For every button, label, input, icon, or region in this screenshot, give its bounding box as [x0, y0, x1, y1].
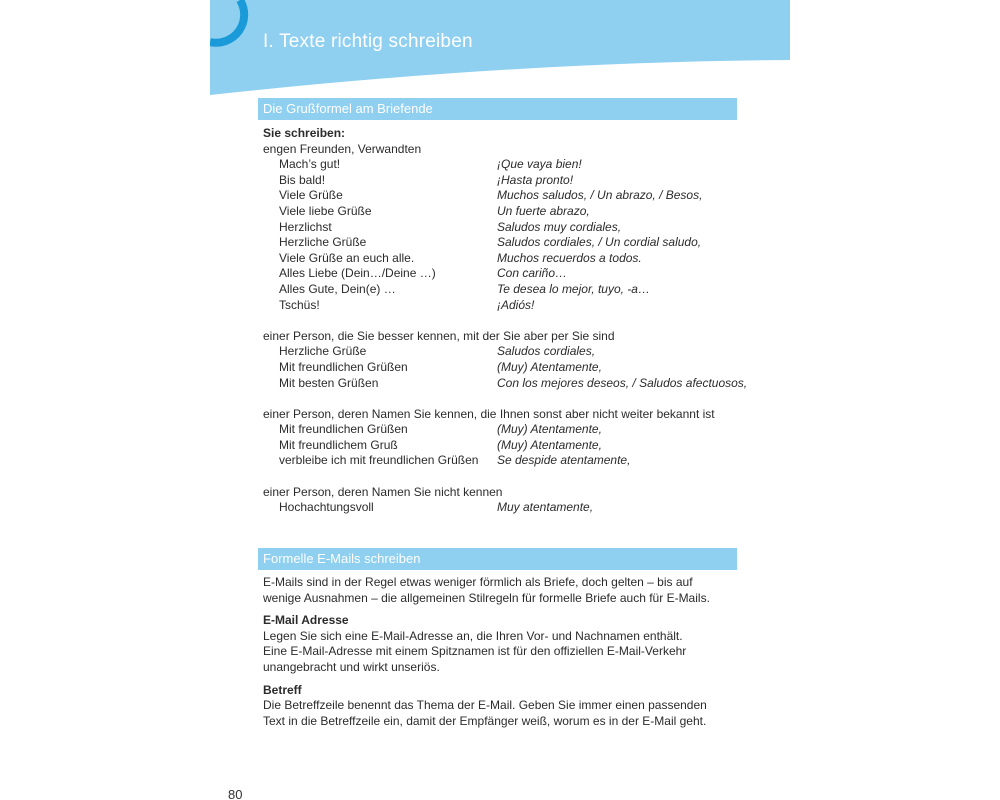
- phrase-row: [263, 188, 747, 204]
- email-line: unangebracht und wirkt unseriös.: [263, 659, 440, 674]
- spanish-phrase: Con cariño…: [497, 266, 568, 281]
- spanish-phrase: Muchos saludos, / Un abrazo, / Besos,: [497, 188, 703, 203]
- german-phrase: Herzliche Grüße: [279, 235, 367, 250]
- intro-label: Sie schreiben:: [263, 126, 346, 140]
- subject-heading: Betreff: [263, 682, 302, 697]
- email-line: Eine E-Mail-Adresse mit einem Spitznamen ist für den offiziellen E-Mail-Verkehr: [263, 644, 687, 659]
- german-phrase: Mit freundlichem Gruß: [279, 437, 398, 452]
- phrase-row: [263, 266, 747, 282]
- phrase-row: [263, 376, 747, 392]
- german-phrase: Alles Gute, Dein(e) …: [279, 281, 396, 296]
- german-phrase: Herzlichst: [279, 219, 332, 234]
- page-number: 80: [228, 787, 243, 800]
- spanish-phrase: Se despide atentamente,: [497, 453, 631, 468]
- phrase-row: [263, 500, 747, 516]
- subject-line: Die Betreffzeile benennt das Thema der E-Mail. Geben Sie immer einen passenden: [263, 698, 707, 713]
- subject-line: Text in die Betreffzeile ein, damit der Empfänger weiß, worum es in der E-Mail geht.: [263, 713, 707, 728]
- spanish-phrase: Saludos cordiales, / Un cordial saludo,: [497, 235, 702, 250]
- german-phrase: Bis bald!: [279, 172, 326, 187]
- group-heading: engen Freunden, Verwandten: [263, 141, 422, 156]
- intro-line: wenige Ausnahmen – die allgemeinen Stilregeln für formelle Briefe auch für E-Mails.: [263, 590, 710, 605]
- german-phrase: Alles Liebe (Dein…/Deine …): [279, 266, 436, 281]
- german-phrase: Herzliche Grüße: [279, 344, 367, 359]
- german-phrase: Viele Grüße: [279, 188, 343, 203]
- phrase-row: [263, 173, 747, 189]
- german-phrase: Viele Grüße an euch alle.: [279, 250, 415, 265]
- phrase-row: [263, 282, 747, 298]
- spanish-phrase: Saludos cordiales,: [497, 344, 596, 359]
- phrase-row: [263, 204, 747, 220]
- phrase-row: [263, 251, 747, 267]
- formal-emails-content: [263, 575, 743, 729]
- spanish-phrase: ¡Adiós!: [497, 297, 535, 312]
- spanish-phrase: Un fuerte abrazo,: [497, 203, 590, 218]
- spanish-phrase: (Muy) Atentamente,: [497, 359, 602, 374]
- spanish-phrase: Saludos muy cordiales,: [497, 219, 622, 234]
- german-phrase: Viele liebe Grüße: [279, 203, 372, 218]
- closing-formulas-content: [263, 126, 747, 516]
- phrase-row: [263, 453, 747, 469]
- chapter-title: I. Texte richtig schreiben: [263, 31, 473, 52]
- group-heading: einer Person, die Sie besser kennen, mit der Sie aber per Sie sind: [263, 328, 615, 343]
- spanish-phrase: Muy atentamente,: [497, 500, 594, 515]
- section-bar-formal-emails: Formelle E-Mails schreiben: [258, 548, 737, 570]
- phrase-row: [263, 422, 747, 438]
- spanish-phrase: (Muy) Atentamente,: [497, 422, 602, 437]
- german-phrase: Tschüs!: [279, 297, 320, 312]
- german-phrase: Mit besten Grüßen: [279, 375, 379, 390]
- spanish-phrase: Te desea lo mejor, tuyo, -a…: [497, 281, 650, 296]
- spanish-phrase: ¡Hasta pronto!: [497, 172, 574, 187]
- spanish-phrase: (Muy) Atentamente,: [497, 437, 602, 452]
- german-phrase: Mit freundlichen Grüßen: [279, 359, 408, 374]
- spanish-phrase: Con los mejores deseos, / Saludos afectuosos,: [497, 375, 748, 390]
- phrase-row: [263, 157, 747, 173]
- group-heading: einer Person, deren Namen Sie nicht kennen: [263, 484, 503, 499]
- group-heading: einer Person, deren Namen Sie kennen, die Ihnen sonst aber nicht weiter bekannt ist: [263, 406, 715, 421]
- german-phrase: verbleibe ich mit freundlichen Grüßen: [279, 453, 479, 468]
- intro-line: E-Mails sind in der Regel etwas weniger förmlich als Briefe, doch gelten – bis auf: [263, 575, 693, 589]
- section-bar-closing-formulas: Die Grußformel am Briefende: [258, 98, 737, 120]
- spanish-phrase: ¡Que vaya bien!: [497, 157, 582, 172]
- german-phrase: Mach’s gut!: [279, 157, 341, 172]
- spanish-phrase: Muchos recuerdos a todos.: [497, 250, 642, 265]
- phrase-row: [263, 220, 747, 236]
- email-address-heading: E-Mail Adresse: [263, 613, 349, 628]
- phrase-row: [263, 438, 747, 454]
- phrase-row: [263, 344, 747, 360]
- phrase-row: [263, 360, 747, 376]
- phrase-row: [263, 298, 747, 314]
- german-phrase: Mit freundlichen Grüßen: [279, 422, 408, 437]
- german-phrase: Hochachtungsvoll: [279, 500, 374, 515]
- email-line: Legen Sie sich eine E-Mail-Adresse an, die Ihren Vor- und Nachnamen enthält.: [263, 628, 683, 643]
- phrase-row: [263, 235, 747, 251]
